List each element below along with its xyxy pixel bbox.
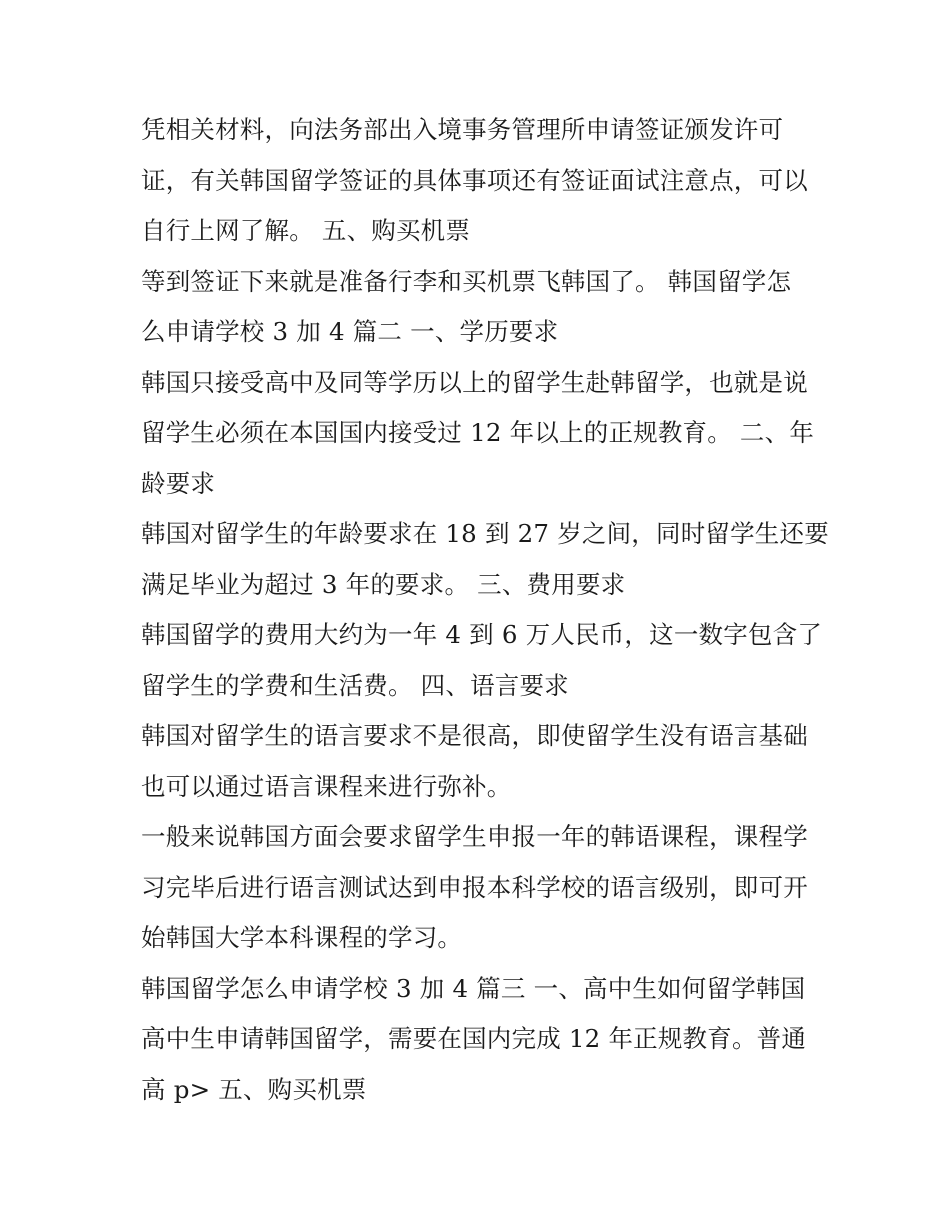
text-line: 龄要求 <box>141 468 216 498</box>
text-line: 留学生的学费和生活费。 四、语言要求 <box>141 670 569 700</box>
text-line: 满足毕业为超过 3 年的要求。 三、费用要求 <box>141 569 626 599</box>
text-line: 韩国对留学生的年龄要求在 18 到 27 岁之间，同时留学生还要 <box>141 519 829 548</box>
document-body <box>141 105 829 1115</box>
text-line: 始韩国大学本科课程的学习。 <box>141 923 463 952</box>
text-line: 凭相关材料，向法务部出入境事务管理所申请签证颁发许可 <box>141 115 784 144</box>
text-line: 等到签证下来就是准备行李和买机票飞韩国了。 韩国留学怎 <box>141 266 792 296</box>
text-line: 自行上网了解。 五、购买机票 <box>141 216 471 245</box>
text-line: 韩国只接受高中及同等学历以上的留学生赴韩留学，也就是说 <box>141 367 808 397</box>
text-line: 留学生必须在本国国内接受过 12 年以上的正规教育。 二、年 <box>141 418 815 447</box>
text-line: 也可以通过语言课程来进行弥补。 <box>141 771 512 801</box>
text-line: 证，有关韩国留学签证的具体事项还有签证面试注意点，可以 <box>141 165 808 195</box>
text-line: 么申请学校 3 加 4 篇二 一、学历要求 <box>141 317 559 346</box>
text-line: 一般来说韩国方面会要求留学生申报一年的韩语课程，课程学 <box>141 822 808 851</box>
text-line: 习完毕后进行语言测试达到申报本科学校的语言级别，即可开 <box>141 872 808 902</box>
text-line: 韩国留学怎么申请学校 3 加 4 篇三 一、高中生如何留学韩国 <box>141 973 806 1003</box>
text-line: 韩国对留学生的语言要求不是很高，即使留学生没有语言基础 <box>141 721 808 750</box>
text-line: 高中生申请韩国留学，需要在国内完成 12 年正规教育。普通 <box>141 1024 807 1053</box>
text-line: 高 p> 五、购买机票 <box>141 1074 367 1104</box>
text-line: 韩国留学的费用大约为一年 4 到 6 万人民币，这一数字包含了 <box>141 620 823 649</box>
